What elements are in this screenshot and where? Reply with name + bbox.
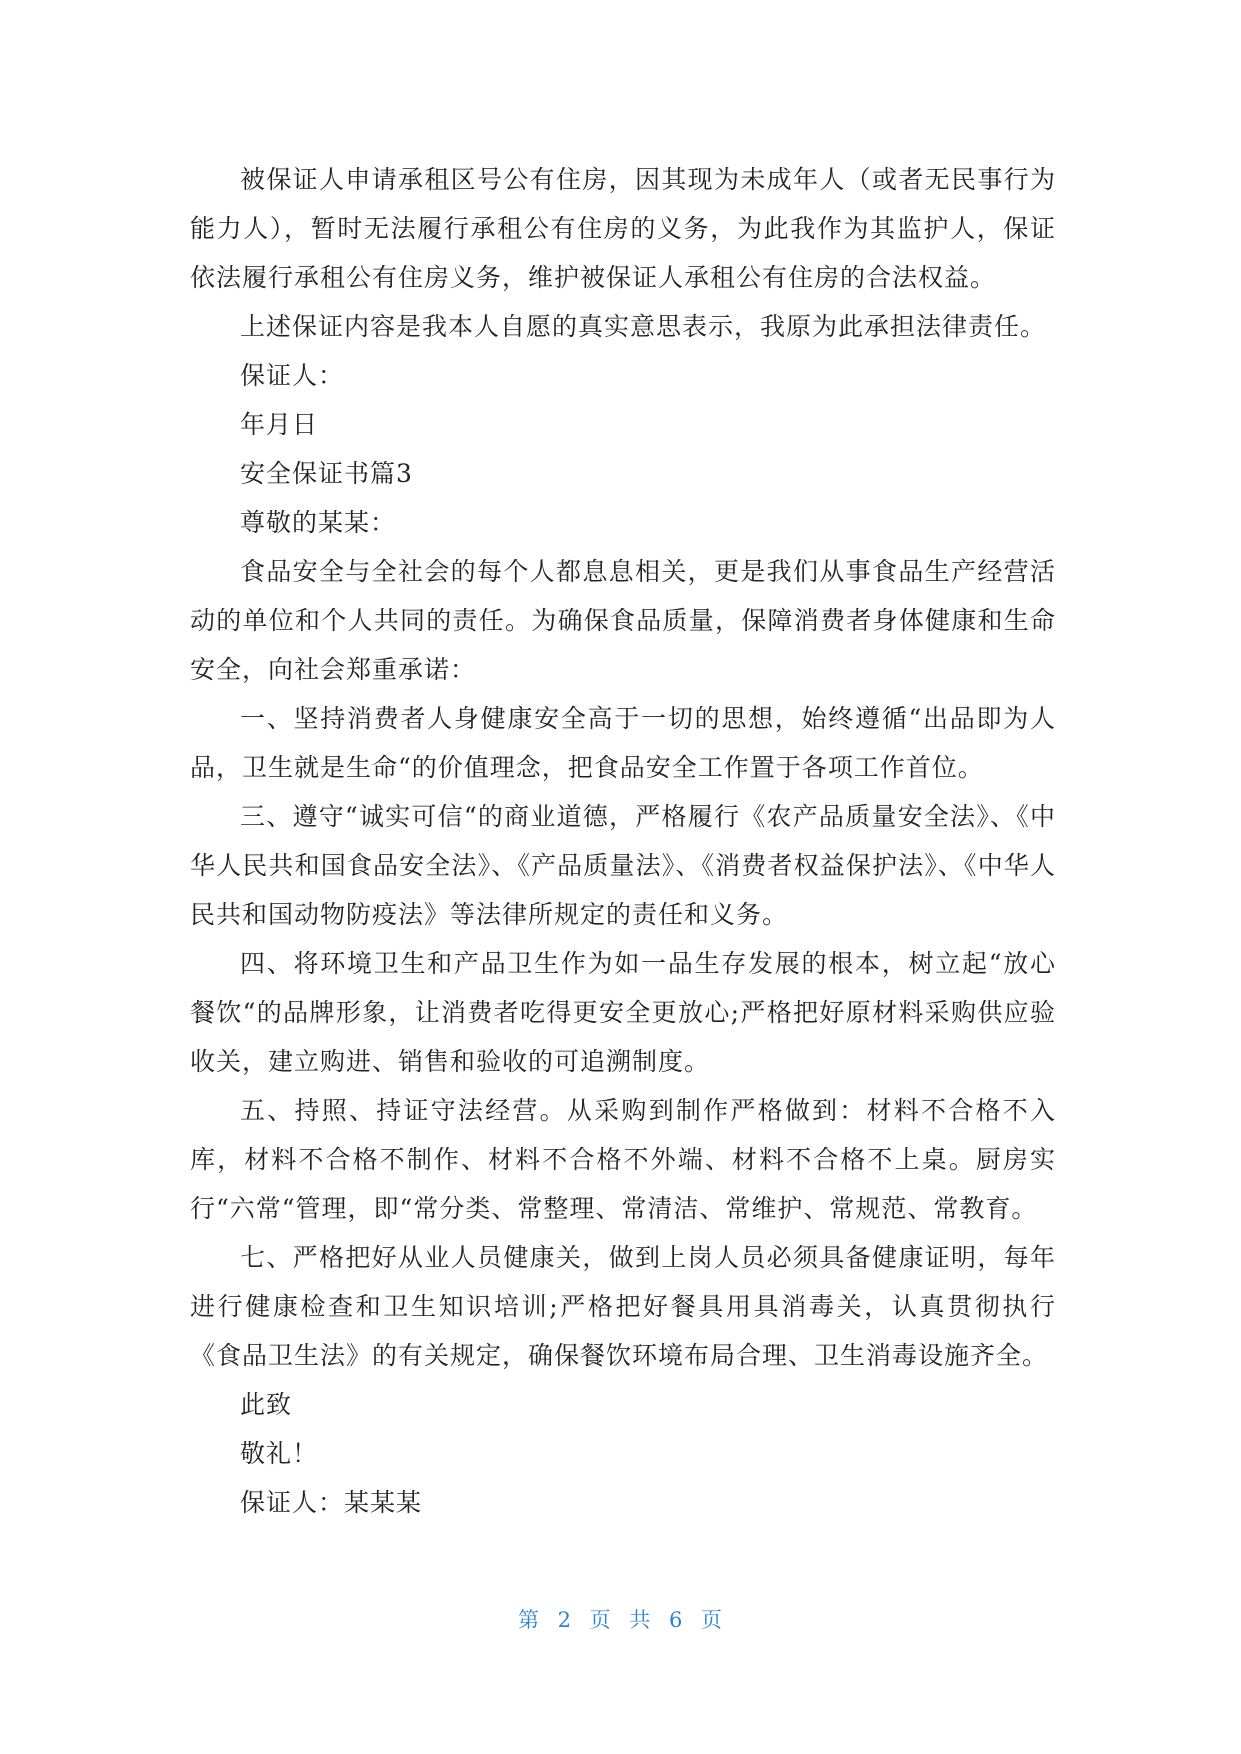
date-line: 年月日 xyxy=(240,410,319,439)
paragraph-intro: 食品安全与全社会的每个人都息息相关，更是我们从事食品生产经营活动的单位和个人共同的责任。为确保食品质量，保障消费者身体健康和生命安全，向社会郑重承诺： xyxy=(190,557,1056,684)
guarantor-label: 保证人： xyxy=(240,361,345,390)
paragraph-item-1: 一、坚持消费者人身健康安全高于一切的思想，始终遵循“出品即为人品，卫生就是生命“的价值理念，把食品安全工作置于各项工作首位。 xyxy=(190,704,1056,782)
salutation: 尊敬的某某： xyxy=(240,508,397,537)
page-number-footer: 第 2 页 共 6 页 xyxy=(517,1608,724,1632)
paragraph-item-4: 四、将环境卫生和产品卫生作为如一品生存发展的根本，树立起“放心餐饮“的品牌形象，让消费者吃得更安全更放心;严格把好原材料采购供应验收关，建立购进、销售和验收的可追溯制度。 xyxy=(190,949,1056,1076)
paragraph-guarantee-body: 被保证人申请承租区号公有住房，因其现为未成年人（或者无民事行为能力人），暂时无法履行承租公有住房的义务，为此我作为其监护人，保证依法履行承租公有住房义务，维护被保证人承租公有住房的合法权益。 xyxy=(190,165,1056,292)
closing-phrase: 此致 xyxy=(240,1390,293,1419)
paragraph-item-7: 七、严格把好从业人员健康关，做到上岗人员必须具备健康证明，每年进行健康检查和卫生知识培训;严格把好餐具用具消毒关，认真贯彻执行《食品卫生法》的有关规定，确保餐饮环境布局合理、卫生消毒设施齐全。 xyxy=(190,1243,1056,1370)
signature-line: 保证人：某某某 xyxy=(240,1488,423,1517)
paragraph-item-5: 五、持照、持证守法经营。从采购到制作严格做到：材料不合格不入库，材料不合格不制作、材料不合格不外端、材料不合格不上桌。厨房实行“六常“管理，即“常分类、常整理、常清洁、常维护、常规范、常教育。 xyxy=(190,1096,1056,1223)
closing-salute: 敬礼！ xyxy=(240,1439,319,1468)
paragraph-declaration: 上述保证内容是我本人自愿的真实意思表示，我原为此承担法律责任。 xyxy=(240,312,1047,341)
section-heading: 安全保证书篇3 xyxy=(240,459,413,488)
document-body xyxy=(190,155,1056,1527)
paragraph-item-3: 三、遵守“诚实可信“的商业道德，严格履行《农产品质量安全法》、《中华人民共和国食品安全法》、《产品质量法》、《消费者权益保护法》、《中华人民共和国动物防疫法》等法律所规定的责任和义务。 xyxy=(190,802,1056,929)
